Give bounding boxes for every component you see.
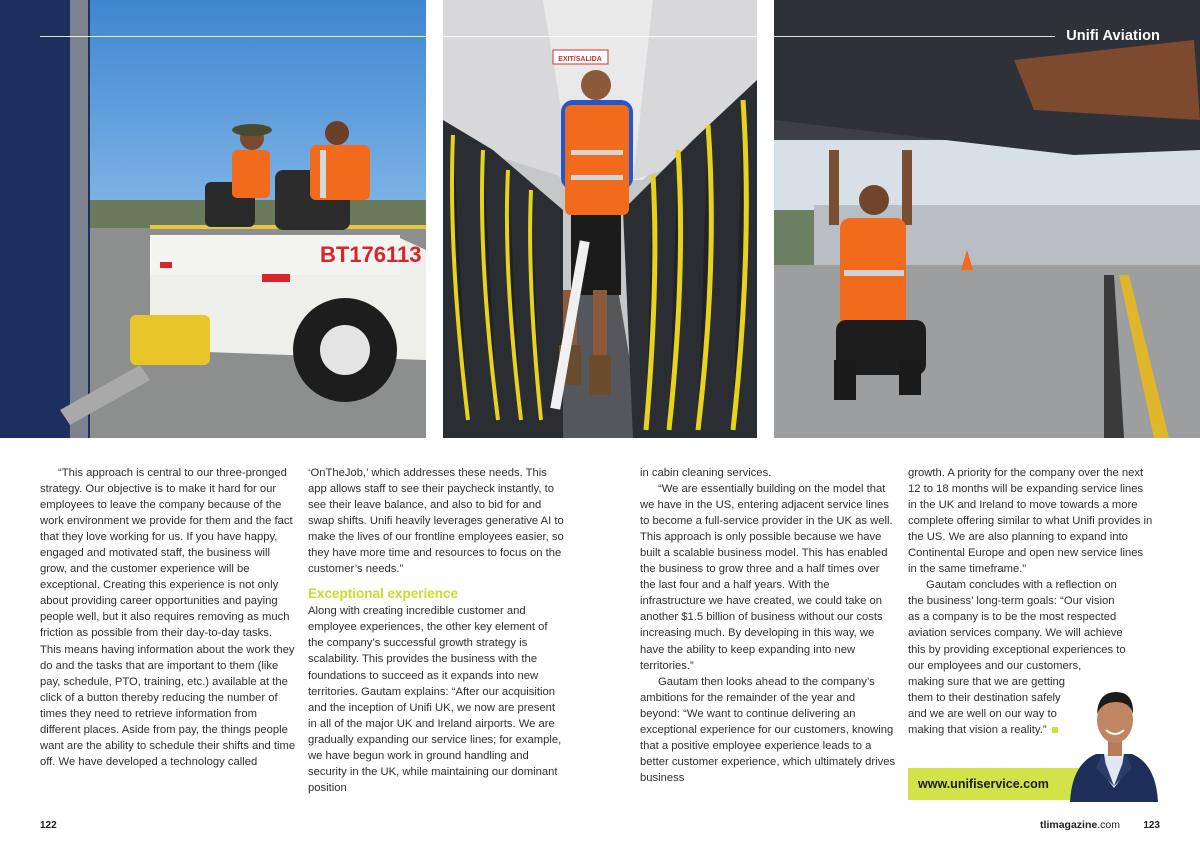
article-column-3 — [640, 465, 896, 786]
paragraph: growth. A priority for the company over the next 12 to 18 months will be expanding service lines in the UK and Ireland to move towards a more complete offering similar to what Unifi provides in the US. We are also planning to expand into Continental Europe and open new service lines in the same timeframe.” — [908, 467, 1153, 576]
end-mark-icon — [1052, 727, 1058, 733]
header-rule — [40, 36, 1055, 37]
photo-cabin-cleaning — [443, 0, 757, 438]
paragraph: in cabin cleaning services. — [640, 467, 772, 479]
article-column-1 — [40, 465, 296, 770]
exit-sign: EXIT/SALIDA — [558, 56, 602, 63]
line: aviation services company. We will achieve — [908, 627, 1123, 640]
section-title: Unifi Aviation — [1066, 28, 1160, 44]
line: and we are well on our way to — [908, 707, 1057, 720]
photo-aircraft-inspection — [774, 0, 1200, 438]
tug-number: BT176113 — [320, 242, 422, 267]
site-name: tlimagazine — [1040, 819, 1098, 831]
page-number-left: 122 — [40, 820, 57, 831]
photo-baggage-tug — [0, 0, 426, 438]
page-number-right: 123 — [1143, 820, 1160, 831]
line: this by providing exceptional experiences to — [908, 643, 1126, 656]
executive-portrait — [1066, 668, 1162, 802]
line: making sure that we are getting — [908, 675, 1065, 688]
paragraph: “We are essentially building on the model that we have in the US, entering adjacent service lines to become a full-service provider in the UK as well. This approach is only possible because we have built a scalable business model. This has enabled the business to grow three and a half times over the last four and a half years. With the infrastructure we have created, we could take on another $1.5 billion of business without our costs increasing much. By developing in this way, we have the ability to keep expanding into new territories.” — [640, 483, 893, 672]
article-column-2 — [308, 465, 564, 796]
line: them to their destination safely — [908, 691, 1061, 704]
line: as a company is to be the most respected — [908, 611, 1117, 624]
paragraph: Along with creating incredible customer and employee experiences, the other key element of the company’s successful growth strategy is scalability. This provides the business with the foundations to succeed as it expands into new territories. Gautam explains: “After our acquisition and the inception of Unifi UK, we now are present in all of the major UK and Ireland airports. We are gradually expanding our service lines; for example, we have begun work in ground handling and security in the UK, while maintaining our dominant position — [308, 605, 562, 794]
website-link[interactable]: www.unifiservice.com — [908, 768, 1079, 800]
line: Gautam concludes with a reflection on — [926, 579, 1117, 592]
site-tld: .com — [1097, 819, 1120, 831]
paragraph: Gautam then looks ahead to the company’s ambitions for the remainder of the year and beyond: “We want to continue delivering an exceptional experience for our customers, knowing that a positive employee experience leads to a better customer experience, which ultimately drives business — [640, 675, 896, 784]
line: making that vision a reality.” — [908, 723, 1047, 736]
paragraph: ‘OnTheJob,’ which addresses these needs. This app allows staff to see their paycheck instantly, to see their leave balance, and also to bid for and swap shifts. Unifi heavily leverages generative AI to make the lives of our frontline employees easier, so they have more time and resources to focus on the customer’s needs.” — [308, 467, 564, 576]
magazine-site — [1040, 819, 1120, 831]
paragraph: “This approach is central to our three-pronged strategy. Our objective is to make it hard for our employees to leave the company because of the work environment we provide for them and the fact that they love working for us. If you have happy, engaged and motivated staff, the business will grow, and the customer experience will be exceptional. Creating this experience is not only about providing career opportunities and paying people well, but it also requires removing as much friction as possible from their day-to-day tasks. This means having information about the work they do and the tasks that are important to them (like pay, schedule, PTO, training, etc.) available at the click of a button thereby reducing the number of times they need to retrieve information from different places. Aside from pay, the things people want are the ability to schedule their shifts and time off. We have developed a technology called — [40, 467, 296, 768]
line: the business’ long-term goals: “Our vision — [908, 595, 1115, 608]
subheading-exceptional-experience: Exceptional experience — [308, 586, 459, 602]
line: our employees and our customers, — [908, 659, 1082, 672]
